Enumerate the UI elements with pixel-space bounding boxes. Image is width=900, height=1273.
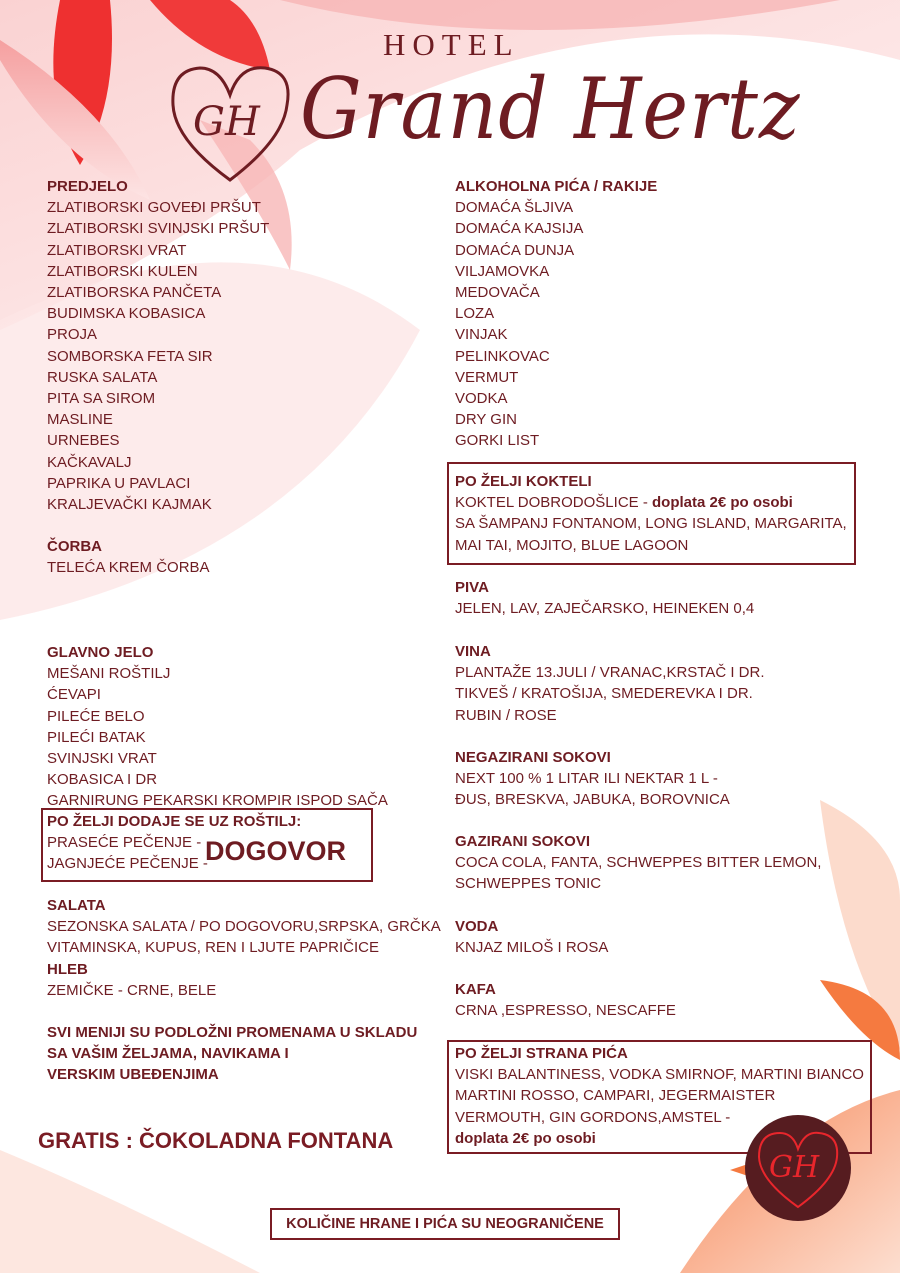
menu-item: ZLATIBORSKA PANČETA: [47, 284, 222, 302]
section-note: [47, 1022, 417, 1086]
menu-item: SOMBORSKA FETA SIR: [47, 347, 213, 365]
menu-item: LOZA: [455, 305, 495, 323]
svg-text:GH: GH: [769, 1150, 820, 1185]
section-heading: SALATA: [47, 897, 106, 914]
menu-item: KRALJEVAČKI KAJMAK: [47, 496, 212, 514]
menu-item: DRY GIN: [455, 411, 517, 429]
hotel-brand-name: Grand Hertz: [300, 60, 801, 158]
section-heading: VODA: [455, 918, 499, 935]
menu-item: SEZONSKA SALATA / PO DOGOVORU,SRPSKA, GRČKA: [47, 918, 441, 936]
menu-item: VINJAK: [455, 326, 508, 344]
section-heading: PO ŽELJI DODAJE SE UZ ROŠTILJ:: [47, 813, 302, 830]
item-text: KOKTEL DOBRODOŠLICE -: [455, 494, 652, 512]
section-heading: ČORBA: [47, 538, 102, 555]
menu-item: SVI MENIJI SU PODLOŽNI PROMENAMA U SKLADU: [47, 1024, 418, 1041]
hotel-label: HOTEL: [383, 27, 520, 62]
section-heading: PO ŽELJI KOKTELI: [455, 473, 592, 490]
menu-item: DOMAĆA KAJSIJA: [455, 220, 584, 238]
menu-item: KNJAZ MILOŠ I ROSA: [455, 939, 609, 957]
section-heading: NEGAZIRANI SOKOVI: [455, 749, 611, 766]
menu-item: URNEBES: [47, 432, 120, 450]
section-salata: [47, 895, 441, 959]
section-hleb: [47, 959, 216, 1001]
section-heading: ALKOHOLNA PIĆA / RAKIJE: [455, 178, 658, 195]
menu-item: RUBIN / ROSE: [455, 706, 557, 724]
menu-item: VERMUT: [455, 368, 519, 386]
menu-item: MARTINI ROSSO, CAMPARI, JEGERMAISTER: [455, 1087, 776, 1105]
section-gazirani: [455, 831, 821, 895]
section-heading: VINA: [455, 643, 491, 660]
menu-item: VERSKIM UBEĐENJIMA: [47, 1066, 219, 1084]
section-predjelo: [47, 176, 269, 515]
menu-item: GORKI LIST: [455, 432, 540, 450]
surcharge-text: doplata 2€ po osobi: [652, 494, 793, 512]
menu-item: JELEN, LAV, ZAJEČARSKO, HEINEKEN 0,4: [455, 600, 755, 618]
menu-item: ĐUS, BRESKVA, JABUKA, BOROVNICA: [455, 791, 730, 809]
menu-item: VODKA: [455, 390, 508, 408]
menu-item: DOMAĆA ŠLJIVA: [455, 199, 574, 217]
logo-badge: [745, 1115, 851, 1221]
section-negazirani: [455, 747, 730, 811]
menu-item: KOBASICA I DR: [47, 771, 158, 789]
menu-item: PLANTAŽE 13.JULI / VRANAC,KRSTAČ I DR.: [455, 664, 765, 682]
heart-logo-icon: [165, 60, 295, 185]
menu-item: MEŠANI ROŠTILJ: [47, 665, 171, 683]
menu-item: SA ŠAMPANJ FONTANOM, LONG ISLAND, MARGARITA,: [455, 515, 847, 533]
menu-item: PRASEĆE PEČENJE -: [47, 834, 202, 852]
section-kafa: [455, 979, 676, 1021]
menu-item: NEXT 100 % 1 LITAR ILI NEKTAR 1 L -: [455, 770, 718, 788]
menu-item: ZLATIBORSKI SVINJSKI PRŠUT: [47, 220, 270, 238]
section-heading: PO ŽELJI STRANA PIĆA: [455, 1045, 628, 1062]
menu-item: BUDIMSKA KOBASICA: [47, 305, 206, 323]
menu-item: ZLATIBORSKI KULEN: [47, 262, 198, 280]
menu-item: SA VAŠIM ŽELJAMA, NAVIKAMA I: [47, 1045, 289, 1063]
section-alkohol: [455, 176, 657, 452]
menu-item: MEDOVAČA: [455, 284, 540, 302]
section-heading: PREDJELO: [47, 178, 128, 195]
section-heading: GLAVNO JELO: [47, 644, 154, 661]
menu-item: ĆEVAPI: [47, 686, 101, 704]
menu-item: VILJAMOVKA: [455, 262, 550, 280]
heart-monogram-icon: [745, 1115, 851, 1221]
section-heading: KAFA: [455, 981, 496, 998]
section-heading: HLEB: [47, 961, 88, 978]
menu-item: PILEĆE BELO: [47, 707, 145, 725]
menu-item: MAI TAI, MOJITO, BLUE LAGOON: [455, 536, 689, 554]
surcharge-text: doplata 2€ po osobi: [455, 1129, 596, 1147]
menu-item: SCHWEPPES TONIC: [455, 875, 602, 893]
menu-item: JAGNJEĆE PEČENJE -: [47, 855, 208, 873]
menu-item: PITA SA SIROM: [47, 390, 156, 408]
menu-item: ZLATIBORSKI GOVEĐI PRŠUT: [47, 199, 261, 217]
menu-item: COCA COLA, FANTA, SCHWEPPES BITTER LEMON,: [455, 854, 822, 872]
section-piva: [455, 577, 754, 619]
svg-text:GH: GH: [193, 99, 260, 145]
menu-item: GARNIRUNG PEKARSKI KROMPIR ISPOD SAČA: [47, 792, 388, 810]
menu-item: PILEĆI BATAK: [47, 728, 146, 746]
footer-note: KOLIČINE HRANE I PIĆA SU NEOGRANIČENE: [270, 1208, 620, 1240]
menu-item: VERMOUTH, GIN GORDONS,AMSTEL -: [455, 1108, 731, 1126]
section-vina: [455, 641, 765, 726]
menu-item: KAČKAVALJ: [47, 453, 132, 471]
menu-item: MASLINE: [47, 411, 113, 429]
menu-item: PELINKOVAC: [455, 347, 550, 365]
dogovor-price: DOGOVOR: [205, 836, 347, 866]
menu-item: CRNA ,ESPRESSO, NESCAFFE: [455, 1002, 676, 1020]
section-corba: [47, 536, 210, 578]
section-heading: GAZIRANI SOKOVI: [455, 833, 591, 850]
menu-item: ZLATIBORSKI VRAT: [47, 241, 187, 259]
menu-item: DOMAĆA DUNJA: [455, 241, 575, 259]
menu-item: VITAMINSKA, KUPUS, REN I LJUTE PAPRIČICE: [47, 939, 380, 957]
kokteli-box: [447, 462, 856, 565]
menu-item: PAPRIKA U PAVLACI: [47, 474, 191, 492]
menu-item: SVINJSKI VRAT: [47, 750, 157, 768]
menu-item: TIKVEŠ / KRATOŠIJA, SMEDEREVKA I DR.: [455, 685, 753, 703]
menu-item: ZEMIČKE - CRNE, BELE: [47, 982, 217, 1000]
menu-item: VISKI BALANTINESS, VODKA SMIRNOF, MARTINI BIANCO: [455, 1066, 864, 1084]
menu-item: TELEĆA KREM ČORBA: [47, 559, 210, 577]
section-glavno: [47, 642, 388, 812]
gratis-note: GRATIS : ČOKOLADNA FONTANA: [38, 1128, 394, 1153]
menu-item: RUSKA SALATA: [47, 368, 158, 386]
section-heading: PIVA: [455, 579, 489, 596]
section-voda: [455, 916, 608, 958]
menu-item: PROJA: [47, 326, 98, 344]
